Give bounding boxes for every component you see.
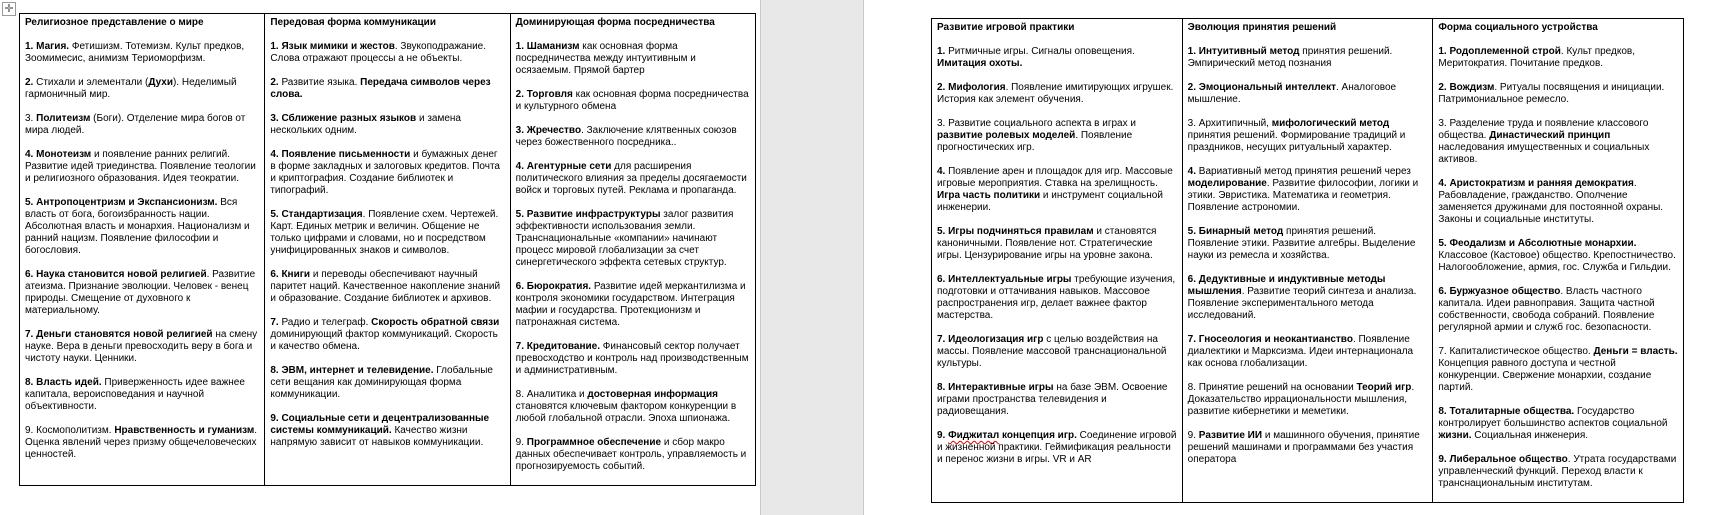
text-segment: 1. bbox=[937, 46, 946, 57]
text-segment: концепция игр. bbox=[999, 430, 1077, 441]
table-item bbox=[270, 77, 504, 101]
text-segment: . Культ предков, Меритократия. Почитание предков. bbox=[1438, 46, 1635, 69]
table-column bbox=[1433, 19, 1683, 502]
table-item bbox=[25, 77, 259, 101]
table-item bbox=[270, 413, 504, 449]
text-segment: 2. bbox=[25, 77, 34, 88]
text-segment: жизни. bbox=[1438, 430, 1472, 441]
text-segment: и замена нескольких одним. bbox=[270, 113, 461, 136]
table-item bbox=[25, 41, 259, 65]
table-item bbox=[516, 209, 750, 269]
content-table-right bbox=[931, 18, 1684, 503]
text-segment: и машинного обучения, принятие решений машинами и программами без участия оператора bbox=[1187, 430, 1420, 465]
content-table-left bbox=[19, 13, 756, 486]
text-segment: Ритмичные игры. Сигналы оповещения. bbox=[945, 46, 1135, 57]
table-item bbox=[1188, 334, 1428, 370]
text-segment: 3. Архитипичный, bbox=[1187, 118, 1272, 129]
text-segment: 7. Кредитование. bbox=[515, 341, 601, 352]
text-segment: и инструмент социальной инженерии. bbox=[937, 190, 1163, 213]
text-segment: Нравственность и гуманизм bbox=[114, 425, 255, 436]
table-item bbox=[1438, 286, 1678, 334]
text-segment: Программное обеспечение bbox=[526, 437, 662, 448]
text-segment: наследования имущественных и социальных активов. bbox=[1438, 142, 1650, 165]
text-segment: Скорость обратной связи bbox=[371, 317, 500, 328]
text-segment: Вся власть от бога, богоизбранность нации. Абсолютная власть и монархия. Национализм и ранний нацизм. Появление философии и богословия. bbox=[25, 197, 250, 256]
table-item bbox=[516, 341, 750, 377]
table-item bbox=[270, 149, 504, 197]
text-segment: требующие изучения, подготовки и оттачивания навыков. Массовое распространения игр, делает важнее фактор мастерства. bbox=[937, 274, 1176, 321]
text-segment: 1. Магия. bbox=[25, 41, 70, 52]
text-segment: 8. Тоталитарные общества. bbox=[1438, 406, 1575, 417]
text-segment: 8. Интерактивные игры bbox=[937, 382, 1054, 393]
text-segment: 4. Появление письменности bbox=[270, 149, 411, 160]
table-column bbox=[932, 19, 1183, 502]
text-segment: 3. Сближение разных языков bbox=[270, 113, 417, 124]
table-column bbox=[20, 14, 265, 485]
table-item bbox=[25, 149, 259, 185]
table-item bbox=[1188, 382, 1428, 418]
table-item bbox=[1438, 346, 1678, 394]
text-segment: Династический принцип bbox=[1489, 130, 1611, 141]
page-gap bbox=[760, 0, 864, 515]
text-segment: и бумажных денег в форме закладных и залоговых кредитов. Почта и криптография. Создание библиотек и типографий. bbox=[270, 149, 500, 196]
table-item bbox=[1188, 430, 1428, 466]
table-item bbox=[937, 118, 1177, 154]
text-segment: (Боги). Отделение мира богов от мира людей. bbox=[25, 113, 246, 136]
table-item bbox=[937, 430, 1177, 466]
table-item bbox=[516, 41, 750, 77]
text-segment: как основная форма посредничества между интуитивным и осязаемым. Прямой бартер bbox=[515, 41, 696, 76]
text-segment: 1. Родоплеменной строй bbox=[1438, 46, 1561, 57]
table-item bbox=[270, 113, 504, 137]
text-segment: и переводы обеспечивают научный паритет наций. Качественное накопление знаний и образование. Создание библиотек и архивов. bbox=[270, 269, 501, 304]
text-segment: . Ритуалы посвящения и инициации. Патримониальное ремесло. bbox=[1438, 82, 1665, 105]
text-segment: Развитие языка. bbox=[278, 77, 361, 88]
table-item bbox=[1438, 82, 1678, 106]
table-item bbox=[937, 46, 1177, 70]
text-segment: . Рабовладение, гражданство. Ополчение заменяется дружинами для постоянной охраны. Законы и социальные институты. bbox=[1438, 178, 1664, 225]
table-item bbox=[1188, 82, 1428, 106]
column-header: Религиозное представление о мире bbox=[25, 17, 204, 28]
text-segment: Развитие ИИ bbox=[1198, 430, 1263, 441]
text-segment: 5. Феодализм и Абсолютные монархии. bbox=[1438, 238, 1637, 249]
text-segment: принятия решений. Появление этики. Развитие алгебры. Выделение науки из ремесла и хозяйства. bbox=[1187, 226, 1416, 261]
table-item bbox=[1438, 406, 1678, 442]
text-segment: . Звукоподражание. Слова отражают процессы а не объекты. bbox=[270, 41, 487, 64]
text-segment: 6. Интеллектуальные игры bbox=[937, 274, 1072, 285]
text-segment: 5. Развитие инфраструктуры bbox=[515, 209, 661, 220]
table-item bbox=[270, 269, 504, 305]
column-header: Развитие игровой практики bbox=[937, 22, 1075, 33]
table-item bbox=[516, 281, 750, 329]
text-segment: Финансовый сектор получает превосходство и контроль над производственным и административным. bbox=[515, 341, 749, 376]
text-segment: Концепция равного доступа и честной конкуренции. Свержение монархии, создание партий. bbox=[1438, 358, 1652, 393]
text-segment: с целью воздействия на массы. Появление массовой транснациональной культуры. bbox=[937, 334, 1167, 369]
text-segment: 1. Шаманизм bbox=[515, 41, 580, 52]
table-item bbox=[516, 161, 750, 197]
text-segment: 3. Жречество bbox=[515, 125, 582, 136]
table-item bbox=[516, 89, 750, 113]
text-segment: доминирующий фактор коммуникаций. Скорость и качество обмена. bbox=[270, 329, 498, 352]
text-segment: Политеизм bbox=[36, 113, 91, 124]
text-segment: 4. bbox=[1187, 166, 1197, 177]
text-segment: ). Неделимый гармоничный мир. bbox=[25, 77, 237, 100]
text-segment: 5. Игры подчиняться правилам bbox=[937, 226, 1094, 237]
table-item bbox=[270, 209, 504, 257]
text-segment: Социальная инженерия. bbox=[1471, 430, 1589, 441]
text-segment: 6. Книги bbox=[270, 269, 311, 280]
text-segment: на смену науке. Вера в деньги превосходить веру в бога и чистоту науки. Ценники. bbox=[25, 329, 258, 364]
column-header: Передовая форма коммуникации bbox=[270, 17, 436, 28]
text-segment: Деньги = власть. bbox=[1593, 346, 1678, 357]
table-item bbox=[1438, 454, 1678, 490]
text-segment: 9. Космополитизм. bbox=[25, 425, 115, 436]
table-item bbox=[25, 377, 259, 413]
table-item bbox=[1188, 166, 1428, 214]
text-segment: 9. bbox=[1187, 430, 1199, 441]
text-segment: Качество жизни напрямую зависит от навыков коммуникации. bbox=[270, 425, 484, 448]
table-item bbox=[25, 329, 259, 365]
text-segment: 5. Антропоцентризм и Экспансионизм. bbox=[25, 197, 218, 208]
table-item bbox=[1188, 274, 1428, 322]
text-segment: . Доказательство иррациональности мышления, развитие кибернетики и меметики. bbox=[1187, 382, 1415, 417]
text-segment: 5. Стандартизация bbox=[270, 209, 363, 220]
text-segment: принятия решений. Эмпирический метод познания bbox=[1187, 46, 1393, 69]
column-header: Доминирующая форма посредничества bbox=[515, 17, 715, 28]
table-column bbox=[511, 14, 755, 485]
text-segment: и становятся каноничными. Появление нот. Стратегические игры. Цензурирование игры на уровне закона. bbox=[937, 226, 1157, 261]
text-segment: 4. Монотеизм bbox=[25, 149, 92, 160]
text-segment: Передача символов через слова. bbox=[270, 77, 491, 100]
text-segment: 9. bbox=[515, 437, 527, 448]
text-segment: Игра часть политики bbox=[937, 190, 1041, 201]
table-item bbox=[1438, 238, 1678, 274]
table-column bbox=[1183, 19, 1434, 502]
text-segment: . Появление имитирующих игрушек. История как элемент обучения. bbox=[937, 82, 1174, 105]
text-segment: . Власть частного капитала. Идеи равноправия. Защита частной собственности, свобода собраний. Появление регулярной армии и служб гос. безопасности. bbox=[1438, 286, 1655, 333]
text-segment: развитие ролевых моделей bbox=[937, 130, 1076, 141]
text-segment: Соединение игровой и жизненной практики. Геймификация реальности и перенос жизни в игры. VR и AR bbox=[937, 430, 1177, 465]
table-item bbox=[516, 437, 750, 473]
table-item bbox=[516, 125, 750, 149]
text-segment: моделирование bbox=[1187, 178, 1267, 189]
text-segment: Появление арен и площадок для игр. Массовые игровые мероприятия. Ставка на зрелищность. bbox=[937, 166, 1173, 189]
text-segment: Развитие идей меркантилизма и контроля экономики государством. Интеграция мафии и государства. Протекционизм и патронажная система. bbox=[515, 281, 746, 328]
table-item bbox=[937, 82, 1177, 106]
text-segment: как основная форма посредничества и культурного обмена bbox=[515, 89, 749, 112]
text-segment: Государство контролирует большинство аспектов социальной bbox=[1438, 406, 1668, 429]
text-segment: 6. Бюрократия. bbox=[515, 281, 592, 292]
text-segment: 4. bbox=[937, 166, 946, 177]
text-segment: 2. Эмоциональный интеллект bbox=[1187, 82, 1336, 93]
text-segment: . Развитие теорий синтеза и анализа. Появление экспериментального метода исследований. bbox=[1187, 286, 1417, 321]
table-item bbox=[516, 389, 750, 425]
text-segment: 1. Интуитивный метод bbox=[1187, 46, 1300, 57]
text-segment: Радио и телеграф. bbox=[278, 317, 372, 328]
text-segment: 9. bbox=[937, 430, 949, 441]
table-item bbox=[25, 269, 259, 317]
column-header: Эволюция принятия решений bbox=[1187, 22, 1337, 33]
text-segment: 7. Гносеология и неокантианство bbox=[1187, 334, 1353, 345]
text-segment: 1. Язык мимики и жестов bbox=[270, 41, 395, 52]
text-segment: . Развитие философии, логики и этики. Эвристика. Математика и геометрия. Появление астрономии. bbox=[1187, 178, 1419, 213]
text-segment: 3. Развитие социального аспекта в играх и bbox=[937, 118, 1136, 129]
table-item bbox=[1188, 118, 1428, 154]
table-item bbox=[25, 425, 259, 461]
text-segment: Имитация охоты. bbox=[937, 58, 1023, 69]
text-segment: и появление ранних религий. Развитие идей триединства. Появление теологии и религиозного образования. Идея теократии. bbox=[25, 149, 256, 184]
column-header: Форма социального устройства bbox=[1438, 22, 1598, 33]
table-item bbox=[270, 317, 504, 353]
text-segment: 6. Буржуазное общество bbox=[1438, 286, 1561, 297]
text-segment: и сбор макро данных обеспечивает контроль, управляемость и прогнозируемость событий. bbox=[515, 437, 747, 472]
misspelled-word: Фиджитал bbox=[948, 430, 1000, 441]
text-segment: мифологический метод bbox=[1271, 118, 1390, 129]
text-segment: на базе ЭВМ. Освоение играми пространства телевидения и радиовещания. bbox=[937, 382, 1168, 417]
text-segment: 7. bbox=[270, 317, 279, 328]
text-segment: 8. Власть идей. bbox=[25, 377, 102, 388]
text-segment: Теорий игр bbox=[1356, 382, 1412, 393]
text-segment: 6. Наука становится новой религией bbox=[25, 269, 207, 280]
text-segment: . Оценка явлений через призму общечеловеческих ценностей. bbox=[25, 425, 258, 460]
text-segment: 7. Идеологизация игр bbox=[937, 334, 1044, 345]
text-segment: . Появление диалектики и Марксизма. Идеи интернационала как основа глобализации. bbox=[1187, 334, 1414, 369]
text-segment: 8. Аналитика и bbox=[515, 389, 588, 400]
table-move-handle-icon[interactable]: ✛ bbox=[2, 2, 16, 16]
table-item bbox=[937, 274, 1177, 322]
text-segment: Фетишизм. Тотемизм. Культ предков, Зоомимесис, анимизм Териоморфизм. bbox=[25, 41, 245, 64]
text-segment: Классовое (Кастовое) общество. Крепостничество. Налогообложение, армия, гос. Служба и Гильдии. bbox=[1438, 250, 1676, 273]
table-column bbox=[265, 14, 510, 485]
text-segment: 2. Вождизм bbox=[1438, 82, 1495, 93]
text-segment: 4. Аристократизм и ранняя демократия bbox=[1438, 178, 1634, 189]
text-segment: 2. Мифология bbox=[937, 82, 1006, 93]
text-segment: . Появление прогностических игр. bbox=[937, 130, 1133, 153]
text-segment: . Появление схем. Чертежей. Карт. Единых метрик и величин. Общение не только цифрами и словами, но и посредством унифицированных знаков и символов. bbox=[270, 209, 499, 256]
text-segment: 7. Капиталистическое общество. bbox=[1438, 346, 1594, 357]
text-segment: 8. ЭВМ, интернет и телевидение. bbox=[270, 365, 434, 376]
table-item bbox=[25, 113, 259, 137]
table-item bbox=[1438, 118, 1678, 166]
text-segment: принятия решений. Формирование традиций и праздников, несущих ритуальный характер. bbox=[1187, 130, 1406, 153]
text-segment: Глобальные сети вещания как доминирующая форма коммуникации. bbox=[270, 365, 493, 400]
text-segment: 5. Бинарный метод bbox=[1187, 226, 1284, 237]
text-segment: Стихали и элементали ( bbox=[33, 77, 149, 88]
text-segment: . Утрата государствами управленческий функций. Переход власти к транснациональным институтам. bbox=[1438, 454, 1677, 489]
table-item bbox=[1438, 178, 1678, 226]
text-segment: достоверная информация bbox=[587, 389, 718, 400]
text-segment: 4. Агентурные сети bbox=[515, 161, 612, 172]
table-item bbox=[937, 226, 1177, 262]
text-segment: 2. Торговля bbox=[515, 89, 573, 100]
table-item bbox=[270, 365, 504, 401]
text-segment: 3. bbox=[25, 113, 37, 124]
text-segment: 3. Разделение труда и появление классового общества. bbox=[1438, 118, 1649, 141]
table-item bbox=[270, 41, 504, 65]
table-item bbox=[1438, 46, 1678, 70]
table-item bbox=[937, 334, 1177, 370]
table-item bbox=[25, 197, 259, 257]
text-segment: 2. bbox=[270, 77, 279, 88]
text-segment: для расширения политического влияния за пределы досягаемости войск и торговых путей. Реклама и пропаганда. bbox=[515, 161, 747, 196]
text-segment: 6. Дедуктивные и индуктивные методы мышления bbox=[1187, 274, 1386, 297]
text-segment: залог развития эффективности использования земли. Транснациональные «компании» начинают процесс мировой глобализации за счет синергетического эффекта сетевых структур. bbox=[515, 209, 734, 268]
text-segment: Вариативный метод принятия решений через bbox=[1196, 166, 1411, 177]
text-segment: становятся ключевым фактором конкуренции в любой глобальной отрасли. Эпоха шпионажа. bbox=[515, 401, 737, 424]
text-segment: . Развитие атеизма. Признание эволюции. Человек - венец природы. Смещение от духовного к материальному. bbox=[25, 269, 256, 316]
text-segment: 7. Деньги становятся новой религией bbox=[25, 329, 213, 340]
text-segment: 8. Принятие решений на основании bbox=[1187, 382, 1357, 393]
text-segment: 9. Социальные сети и децентрализованные системы коммуникаций. bbox=[270, 413, 490, 436]
table-item bbox=[937, 382, 1177, 418]
table-item bbox=[1188, 46, 1428, 70]
text-segment: 9. Либеральное общество bbox=[1438, 454, 1568, 465]
text-segment: Приверженность идее важнее капитала, вероисповедания и научной объективности. bbox=[25, 377, 245, 412]
table-item bbox=[937, 166, 1177, 214]
text-segment: . Аналоговое мышление. bbox=[1187, 82, 1397, 105]
text-segment: . Заключение клятвенных союзов через божественного посредника.. bbox=[515, 125, 737, 148]
table-item bbox=[1188, 226, 1428, 262]
text-segment: Духи bbox=[148, 77, 173, 88]
